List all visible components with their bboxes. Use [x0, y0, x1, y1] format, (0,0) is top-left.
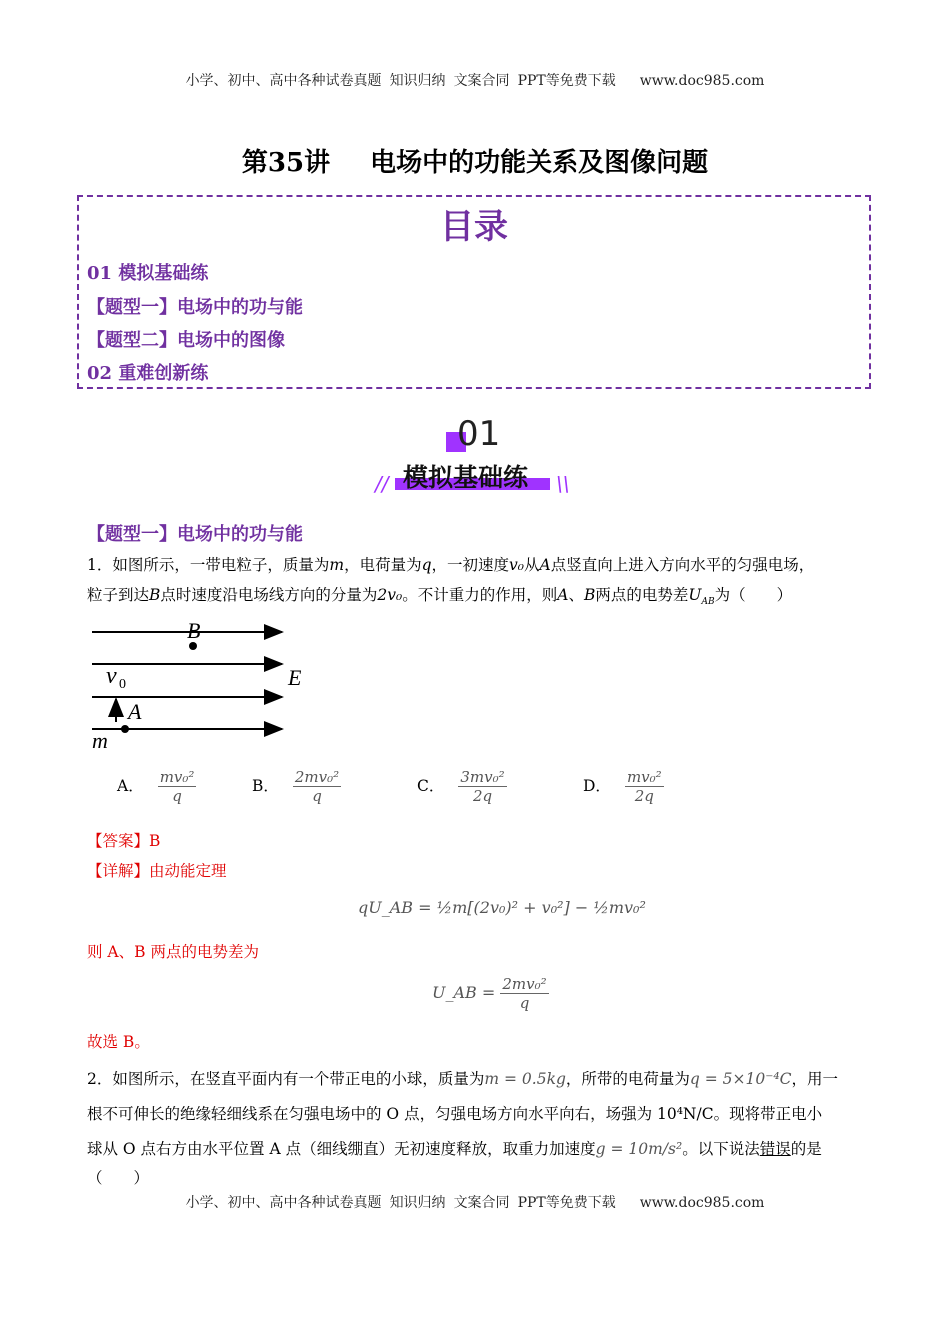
explanation-text: 则 A、B 两点的电势差为 — [87, 943, 259, 961]
lecture-topic: 电场中的功能关系及图像问题 — [370, 148, 709, 178]
label-e: E — [288, 665, 302, 690]
label-a: A — [128, 699, 142, 724]
electric-field-figure — [88, 615, 318, 755]
label-v0: v — [106, 663, 117, 689]
toc-item[interactable]: 02 重难创新练 — [87, 363, 209, 384]
conclusion-text: 故选 B。 — [87, 1033, 150, 1051]
page-footer — [0, 1192, 950, 1212]
section-heading: 【题型一】电场中的功与能 — [87, 524, 303, 545]
lecture-number: 第35讲 — [241, 148, 331, 178]
header-text: 文案合同 — [453, 73, 510, 89]
toc-item[interactable]: 【题型二】电场中的图像 — [87, 330, 285, 351]
footer-text: 知识归纳 — [389, 1195, 446, 1211]
footer-text: 文案合同 — [453, 1195, 510, 1211]
label-m: m — [92, 728, 108, 753]
footer-text: PPT等免费下载 — [517, 1195, 616, 1211]
header-text: PPT等免费下载 — [517, 73, 616, 89]
label-v0-subscript: 0 — [119, 677, 126, 692]
answer-line: 【答案】B — [87, 832, 161, 850]
toc-item[interactable]: 01 模拟基础练 — [87, 263, 209, 284]
point-b — [189, 642, 197, 650]
option-b[interactable]: B． $\frac{\text{2mv₀²}}{q}$ — [252, 768, 340, 805]
page-header — [0, 70, 950, 90]
option-a[interactable]: A． $\frac{\text{mv₀²}}{q}$ — [117, 768, 195, 805]
toc-item[interactable]: 【题型一】电场中的功与能 — [87, 297, 303, 318]
banner-number: 01 — [457, 414, 501, 454]
question-1-text: 1．如图所示，一带电粒子，质量为m，电荷量为q，一初速度v₀从A点竖直向上进入方向水平的匀强电场， 粒子到达B点时速度沿电场线方向的分量为2v₀。不计重力的作用，则A、B两点的电势差$U_{AB}$为（ ） — [87, 556, 815, 608]
label-b: B — [187, 618, 201, 643]
page-title — [0, 142, 950, 179]
banner-slash-left: // — [375, 472, 389, 496]
toc-title: 目录 — [440, 207, 508, 247]
table-of-contents — [77, 195, 871, 389]
banner-label: 模拟基础练 — [403, 463, 529, 492]
banner-slash-right: \\ — [556, 472, 570, 496]
header-text: 知识归纳 — [389, 73, 446, 89]
footer-text: 小学、初中、高中各种试卷真题 — [185, 1195, 382, 1211]
detail-line: 【详解】由动能定理 — [87, 862, 227, 880]
formula-potential: U_AB = $\frac{\text{2mv₀²}}{q}$ — [432, 975, 547, 1012]
footer-link[interactable]: www.doc985.com — [639, 1195, 765, 1211]
question-2-text: 2．如图所示，在竖直平面内有一个带正电的小球，质量为m = 0.5kg，所带的电荷量为q = 5×10⁻⁴C，用一 根不可伸长的绝缘轻细线系在匀强电场中的 O 点，匀强电场方向水平向右，场强为 10⁴N/C。现将带正电小 球从 O 点右方由水平位置 A 点（细线绷直）无初速度释放，取重力加速度g = 10m/s²。以下说法错误的是 （ ） — [87, 1070, 839, 1187]
formula-energy: qU_AB = ½m[(2v₀)² + v₀²] − ½mv₀² — [358, 898, 646, 917]
point-a — [121, 725, 129, 733]
header-text: 小学、初中、高中各种试卷真题 — [185, 73, 382, 89]
option-d[interactable]: D． $\frac{\text{mv₀²}}{2q}$ — [583, 768, 662, 805]
option-c[interactable]: C． $\frac{\text{3mv₀²}}{2q}$ — [417, 768, 505, 805]
header-link[interactable]: www.doc985.com — [639, 73, 765, 89]
